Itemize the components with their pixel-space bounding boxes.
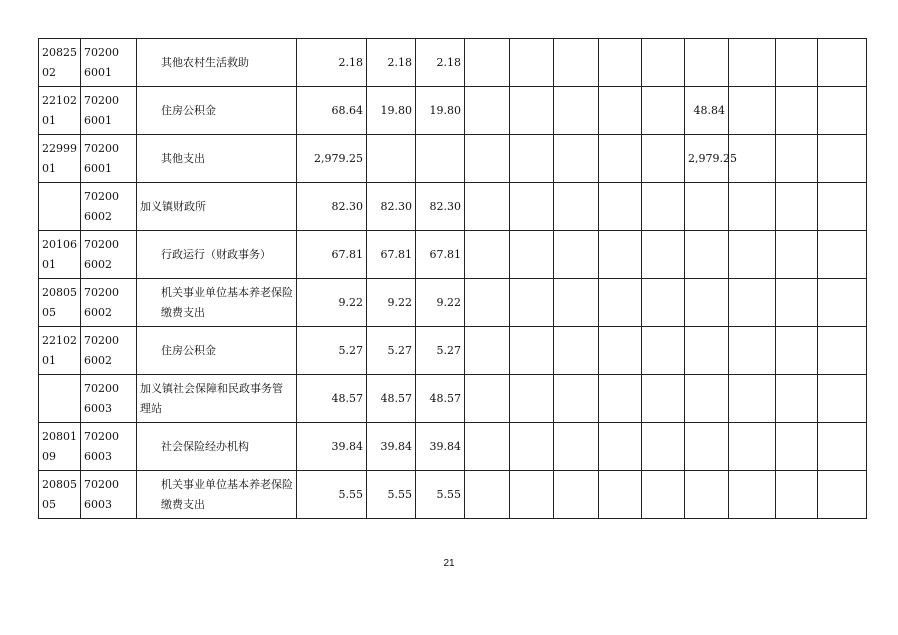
total-cell: [297, 375, 367, 423]
unit-code-cell: [81, 471, 137, 519]
other-funds-cell: [685, 471, 729, 519]
item-name-cell: [137, 87, 297, 135]
empty-cell: [510, 135, 554, 183]
empty-cell: [642, 423, 685, 471]
empty-cell: [642, 39, 685, 87]
unit-code-cell-text: 702006003: [84, 381, 119, 415]
table-row: [39, 279, 867, 327]
basic-cell: [367, 375, 416, 423]
basic-cell: [367, 183, 416, 231]
basic-cell: [367, 471, 416, 519]
empty-cell: [510, 423, 554, 471]
subtotal-cell-text: 2.18: [436, 55, 461, 69]
subtotal-cell-text: 39.84: [429, 439, 461, 453]
basic-cell-text: 9.22: [387, 295, 412, 309]
empty-cell: [818, 471, 867, 519]
basic-cell-text: 48.57: [380, 391, 412, 405]
other-funds-cell: [685, 279, 729, 327]
function-code-cell-text: 2010601: [42, 237, 77, 271]
empty-cell: [465, 231, 510, 279]
subtotal-cell-text: 9.22: [436, 295, 461, 309]
empty-cell: [599, 39, 642, 87]
empty-cell: [599, 327, 642, 375]
other-funds-cell: [685, 327, 729, 375]
basic-cell: [367, 231, 416, 279]
empty-cell: [465, 423, 510, 471]
empty-cell: [599, 279, 642, 327]
item-name-cell-text: 加义镇财政所: [140, 199, 206, 213]
function-code-cell: [39, 135, 81, 183]
extra-cell: [729, 39, 776, 87]
item-name-cell-text: 其他支出: [161, 151, 205, 165]
unit-code-cell: [81, 231, 137, 279]
total-cell-text: 5.55: [338, 487, 363, 501]
item-name-cell: [137, 231, 297, 279]
empty-cell: [818, 87, 867, 135]
empty-cell: [554, 279, 599, 327]
empty-cell: [818, 327, 867, 375]
empty-cell: [642, 279, 685, 327]
table-row: [39, 183, 867, 231]
empty-cell: [510, 327, 554, 375]
empty-cell: [776, 135, 818, 183]
basic-cell: [367, 423, 416, 471]
subtotal-cell-text: 5.27: [436, 343, 461, 357]
subtotal-cell-text: 82.30: [429, 199, 461, 213]
subtotal-cell-text: 48.57: [429, 391, 461, 405]
item-name-cell-text: 住房公积金: [161, 103, 216, 117]
total-cell-text: 48.57: [331, 391, 363, 405]
unit-code-cell: [81, 135, 137, 183]
empty-cell: [776, 375, 818, 423]
empty-cell: [465, 39, 510, 87]
empty-cell: [818, 39, 867, 87]
unit-code-cell-text: 702006001: [84, 45, 119, 79]
total-cell-text: 2.18: [338, 55, 363, 69]
table-row: [39, 231, 867, 279]
total-cell-text: 2,979.25: [314, 151, 363, 165]
item-name-cell: [137, 183, 297, 231]
extra-cell: [729, 471, 776, 519]
total-cell-text: 39.84: [331, 439, 363, 453]
empty-cell: [465, 327, 510, 375]
subtotal-cell: [416, 279, 465, 327]
empty-cell: [465, 375, 510, 423]
other-funds-cell-text: 2,979.25: [688, 151, 737, 165]
extra-cell: [729, 231, 776, 279]
empty-cell: [776, 471, 818, 519]
item-name-cell-text: 社会保险经办机构: [161, 439, 249, 453]
extra-cell: [729, 423, 776, 471]
function-code-cell-text: 2080109: [42, 429, 77, 463]
item-name-cell: [137, 135, 297, 183]
extra-cell: [729, 87, 776, 135]
empty-cell: [776, 423, 818, 471]
basic-cell-text: 67.81: [380, 247, 412, 261]
unit-code-cell-text: 702006002: [84, 189, 119, 223]
total-cell-text: 9.22: [338, 295, 363, 309]
table-row: [39, 423, 867, 471]
unit-code-cell: [81, 87, 137, 135]
subtotal-cell: [416, 471, 465, 519]
empty-cell: [510, 183, 554, 231]
subtotal-cell: [416, 87, 465, 135]
total-cell: [297, 231, 367, 279]
other-funds-cell-text: 48.84: [693, 103, 725, 117]
unit-code-cell: [81, 183, 137, 231]
empty-cell: [554, 327, 599, 375]
subtotal-cell: [416, 423, 465, 471]
empty-cell: [642, 231, 685, 279]
basic-cell-text: 5.55: [387, 487, 412, 501]
function-code-cell-text: 2080505: [42, 285, 77, 319]
budget-table: [38, 38, 867, 519]
subtotal-cell: [416, 327, 465, 375]
function-code-cell: [39, 279, 81, 327]
unit-code-cell: [81, 327, 137, 375]
basic-cell: [367, 279, 416, 327]
subtotal-cell: [416, 135, 465, 183]
extra-cell: [729, 327, 776, 375]
total-cell-text: 82.30: [331, 199, 363, 213]
unit-code-cell: [81, 375, 137, 423]
empty-cell: [599, 87, 642, 135]
empty-cell: [554, 471, 599, 519]
item-name-cell-text: 机关事业单位基本养老保险缴费支出: [161, 285, 293, 319]
basic-cell: [367, 327, 416, 375]
function-code-cell-text: 2299901: [42, 141, 77, 175]
item-name-cell-text: 机关事业单位基本养老保险缴费支出: [161, 477, 293, 511]
empty-cell: [818, 135, 867, 183]
empty-cell: [465, 279, 510, 327]
empty-cell: [465, 471, 510, 519]
empty-cell: [465, 87, 510, 135]
empty-cell: [642, 183, 685, 231]
item-name-cell-text: 行政运行（财政事务）: [161, 247, 271, 261]
item-name-cell: [137, 279, 297, 327]
empty-cell: [776, 87, 818, 135]
empty-cell: [776, 183, 818, 231]
empty-cell: [599, 135, 642, 183]
empty-cell: [510, 87, 554, 135]
item-name-cell-text: 住房公积金: [161, 343, 216, 357]
empty-cell: [818, 183, 867, 231]
subtotal-cell: [416, 39, 465, 87]
subtotal-cell-text: 19.80: [429, 103, 461, 117]
function-code-cell-text: 2082502: [42, 45, 77, 79]
empty-cell: [818, 231, 867, 279]
unit-code-cell-text: 702006002: [84, 333, 119, 367]
table-row: [39, 327, 867, 375]
total-cell: [297, 39, 367, 87]
empty-cell: [642, 135, 685, 183]
empty-cell: [642, 87, 685, 135]
empty-cell: [465, 183, 510, 231]
unit-code-cell-text: 702006003: [84, 477, 119, 511]
unit-code-cell-text: 702006002: [84, 285, 119, 319]
empty-cell: [510, 39, 554, 87]
function-code-cell-text: 2210201: [42, 333, 77, 367]
empty-cell: [642, 471, 685, 519]
empty-cell: [776, 279, 818, 327]
empty-cell: [642, 327, 685, 375]
table-row: [39, 135, 867, 183]
item-name-cell: [137, 423, 297, 471]
unit-code-cell-text: 702006001: [84, 141, 119, 175]
table-body: [39, 39, 867, 519]
page-number: 21: [443, 558, 455, 569]
empty-cell: [554, 375, 599, 423]
item-name-cell-text: 加义镇社会保障和民政事务管理站: [140, 381, 283, 415]
empty-cell: [818, 279, 867, 327]
function-code-cell: [39, 231, 81, 279]
empty-cell: [510, 231, 554, 279]
function-code-cell: [39, 471, 81, 519]
subtotal-cell-text: 67.81: [429, 247, 461, 261]
empty-cell: [599, 471, 642, 519]
basic-cell-text: 2.18: [387, 55, 412, 69]
basic-cell: [367, 135, 416, 183]
other-funds-cell: [685, 231, 729, 279]
subtotal-cell: [416, 231, 465, 279]
empty-cell: [554, 231, 599, 279]
unit-code-cell: [81, 279, 137, 327]
total-cell: [297, 87, 367, 135]
function-code-cell: [39, 327, 81, 375]
empty-cell: [599, 231, 642, 279]
empty-cell: [818, 423, 867, 471]
empty-cell: [642, 375, 685, 423]
empty-cell: [510, 375, 554, 423]
function-code-cell: [39, 39, 81, 87]
other-funds-cell: [685, 183, 729, 231]
other-funds-cell: [685, 87, 729, 135]
empty-cell: [510, 471, 554, 519]
basic-cell-text: 19.80: [380, 103, 412, 117]
total-cell: [297, 279, 367, 327]
empty-cell: [554, 39, 599, 87]
unit-code-cell: [81, 39, 137, 87]
empty-cell: [554, 87, 599, 135]
unit-code-cell-text: 702006001: [84, 93, 119, 127]
other-funds-cell: [685, 423, 729, 471]
basic-cell-text: 82.30: [380, 199, 412, 213]
table-row: [39, 87, 867, 135]
unit-code-cell-text: 702006002: [84, 237, 119, 271]
extra-cell: [729, 183, 776, 231]
item-name-cell: [137, 39, 297, 87]
table-row: [39, 375, 867, 423]
unit-code-cell-text: 702006003: [84, 429, 119, 463]
total-cell-text: 5.27: [338, 343, 363, 357]
other-funds-cell: [685, 135, 737, 183]
subtotal-cell-text: 5.55: [436, 487, 461, 501]
function-code-cell: [39, 423, 81, 471]
function-code-cell: [39, 183, 81, 231]
total-cell: [297, 423, 367, 471]
empty-cell: [554, 423, 599, 471]
subtotal-cell: [416, 375, 465, 423]
table-row: [39, 471, 867, 519]
empty-cell: [818, 375, 867, 423]
empty-cell: [554, 183, 599, 231]
empty-cell: [776, 327, 818, 375]
item-name-cell: [137, 327, 297, 375]
empty-cell: [776, 231, 818, 279]
unit-code-cell: [81, 423, 137, 471]
empty-cell: [510, 279, 554, 327]
total-cell-text: 67.81: [331, 247, 363, 261]
total-cell: [297, 471, 367, 519]
basic-cell: [367, 87, 416, 135]
function-code-cell-text: 2080505: [42, 477, 77, 511]
function-code-cell-text: 2210201: [42, 93, 77, 127]
empty-cell: [599, 375, 642, 423]
other-funds-cell: [685, 39, 729, 87]
total-cell: [297, 135, 367, 183]
total-cell: [297, 327, 367, 375]
function-code-cell: [39, 375, 81, 423]
basic-cell: [367, 39, 416, 87]
empty-cell: [599, 183, 642, 231]
empty-cell: [554, 135, 599, 183]
total-cell-text: 68.64: [331, 103, 363, 117]
item-name-cell: [137, 375, 297, 423]
basic-cell-text: 5.27: [387, 343, 412, 357]
total-cell: [297, 183, 367, 231]
item-name-cell-text: 其他农村生活救助: [161, 55, 249, 69]
basic-cell-text: 39.84: [380, 439, 412, 453]
subtotal-cell: [416, 183, 465, 231]
empty-cell: [465, 135, 510, 183]
empty-cell: [776, 39, 818, 87]
item-name-cell: [137, 471, 297, 519]
other-funds-cell: [685, 375, 729, 423]
table-row: [39, 39, 867, 87]
extra-cell: [729, 375, 776, 423]
function-code-cell: [39, 87, 81, 135]
empty-cell: [599, 423, 642, 471]
extra-cell: [729, 279, 776, 327]
